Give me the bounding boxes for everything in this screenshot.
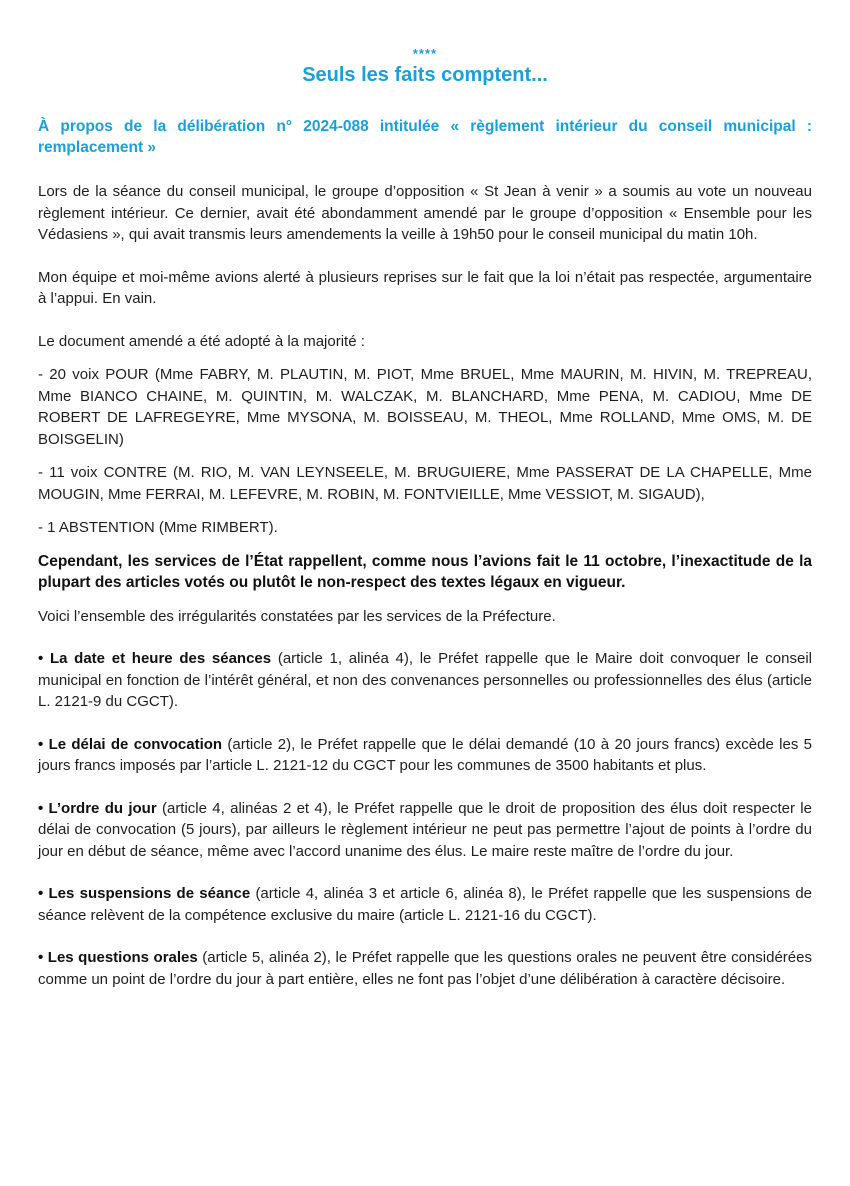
list-item-lead: • Les suspensions de séance xyxy=(38,885,251,902)
list-item xyxy=(38,734,812,777)
article-body xyxy=(38,181,812,990)
list-item-text: (article 4, alinéa 3 et article 6, alinéa 8), le Préfet rappelle que les suspensions de séance relèvent de la compétence exclusive du maire (article L. 2121-16 du CGCT). xyxy=(38,885,813,924)
list-item-text: (article 2), le Préfet rappelle que le délai demandé (10 à 20 jours francs) excède les 5 jours francs imposés par l’article L. 2121-12 du CGCT pour les communes de 3500 habitants et plus. xyxy=(38,735,812,774)
list-intro: Voici l’ensemble des irrégularités constatées par les services de la Préfecture. xyxy=(38,607,556,625)
list-item-lead: • L’ordre du jour xyxy=(38,799,157,817)
bold-statement: Cependant, les services de l’État rappellent, comme nous l’avions fait le 11 octobre, l’inexactitude de la plupart des articles votés ou plutôt le non-respect des textes légaux en vigueur. xyxy=(38,552,812,591)
list-item-lead: • Les questions orales xyxy=(38,949,198,966)
page-subtitle: À propos de la délibération n° 2024-088 intitulée « règlement intérieur du conseil municipal : remplacement » xyxy=(38,118,812,156)
paragraph-intro: Lors de la séance du conseil municipal, le groupe d’opposition « St Jean à venir » a soumis au vote un nouveau règlement intérieur. Ce dernier, avait été abondamment amendé par le groupe d’opposition « Ensemble pour les Védasiens », qui avait transmis leurs amendements la veille à 19h50 pour le conseil municipal du matin 10h. xyxy=(38,183,812,243)
list-item-lead: • Le délai de convocation xyxy=(38,735,223,753)
list-item xyxy=(38,798,812,863)
page-title: Seuls les faits comptent... xyxy=(302,64,548,86)
list-item-text: (article 1, alinéa 4), le Préfet rappelle que le Maire doit convoquer le conseil municipal en fonction de l’intérêt général, et non des convenances personnelles ou professionnelles des élus (article L. 2121-9 du CGCT). xyxy=(38,650,812,710)
vote-abstention: - 1 ABSTENTION (Mme RIMBERT). xyxy=(38,519,278,536)
list-item xyxy=(38,648,812,713)
list-item xyxy=(38,947,812,990)
paragraph-adoption: Le document amendé a été adopté à la majorité : xyxy=(38,332,365,350)
list-item xyxy=(38,883,812,926)
list-item-lead: • La date et heure des séances xyxy=(38,650,272,667)
list-item-text: (article 4, alinéas 2 et 4), le Préfet rappelle que le droit de proposition des élus doit respecter le délai de convocation (5 jours), par ailleurs le règlement intérieur ne peut pas permettre l’ajout de points à l’ordre du jour en début de séance, même avec l’accord unanime des élus. Le maire reste maître de l’ordre du jour. xyxy=(38,799,812,860)
decorative-stars: **** xyxy=(412,46,438,61)
paragraph-alert: Mon équipe et moi-même avions alerté à plusieurs reprises sur le fait que la loi n’était pas respectée, argumentaire à l’appui. En vain. xyxy=(38,268,812,307)
vote-pour: - 20 voix POUR (Mme FABRY, M. PLAUTIN, M. PIOT, Mme BRUEL, Mme MAURIN, M. HIVIN, M. TREPREAU, Mme BIANCO CHAINE, M. QUINTIN, M. WALCZAK, M. BLANCHARD, Mme PENA, M. CADIOU, Mme DE ROBERT DE LAFREGEYRE, Mme MYSONA, M. BOISSEAU, M. THEOL, Mme ROLLAND, Mme OMS, M. DE BOISGELIN) xyxy=(38,366,812,448)
vote-contre: - 11 voix CONTRE (M. RIO, M. VAN LEYNSEELE, M. BRUGUIERE, Mme PASSERAT DE LA CHAPELLE, Mme MOUGIN, Mme FERRAI, M. LEFEVRE, M. ROBIN, M. FONTVIEILLE, Mme VESSIOT, M. SIGAUD), xyxy=(38,464,812,503)
list-item-text: (article 5, alinéa 2), le Préfet rappelle que les questions orales ne peuvent être considérées comme un point de l’ordre du jour à part entière, elles ne font pas l’objet d’une délibération à caractère décisoire. xyxy=(38,949,812,988)
